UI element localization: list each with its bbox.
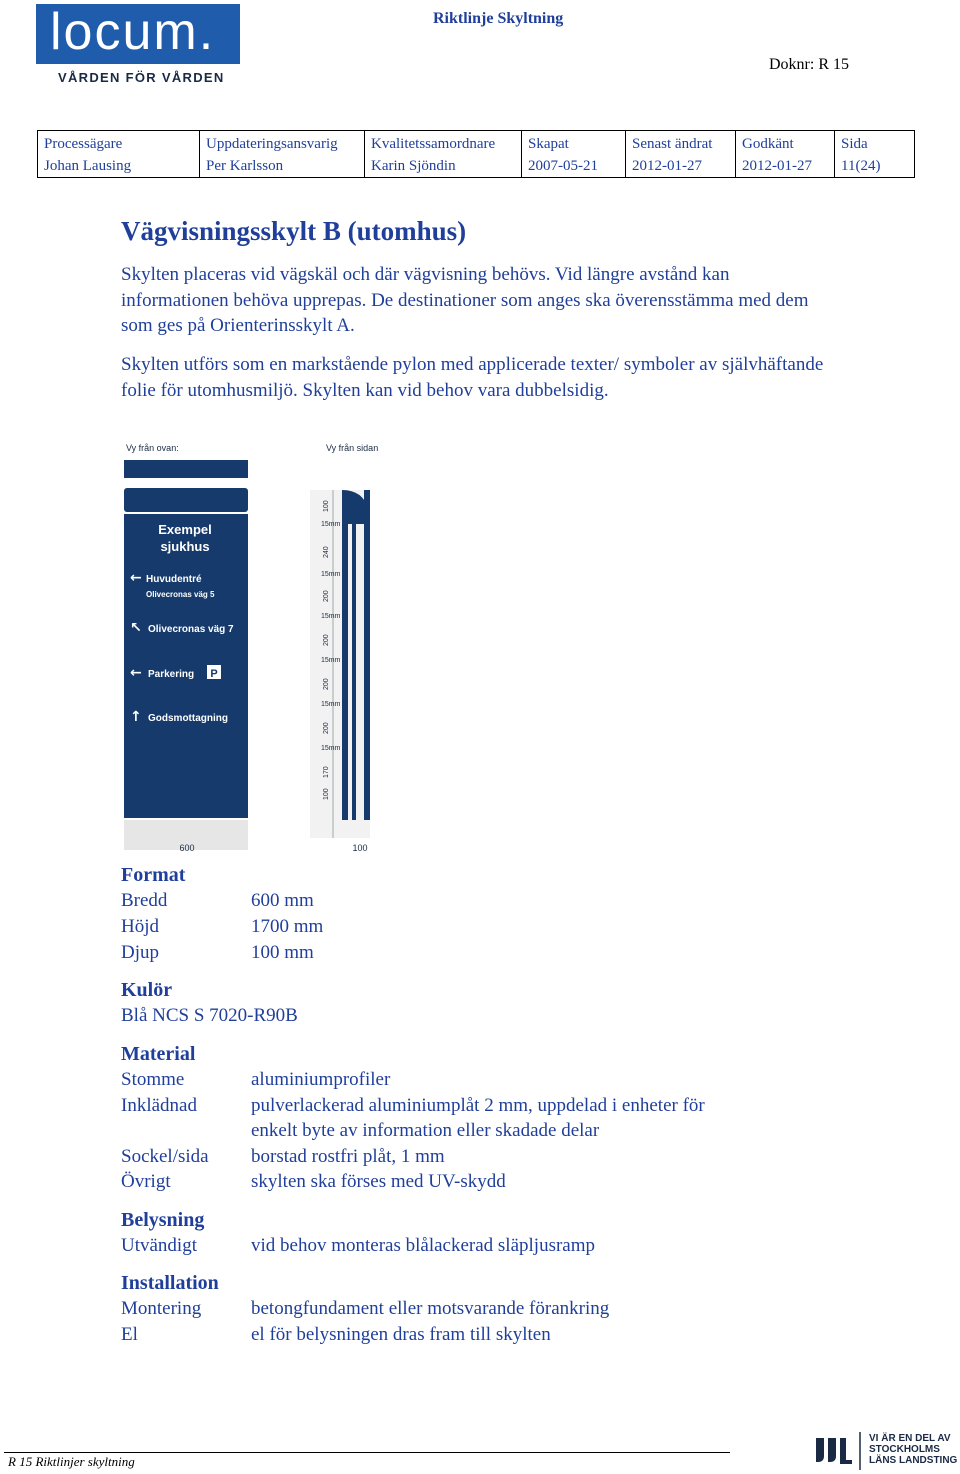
document-number: Doknr: R 15 xyxy=(769,56,849,73)
view-top-label: Vy från ovan: xyxy=(126,443,179,453)
info-cell-uppdateringsansvarig: Uppdateringsansvarig Per Karlsson xyxy=(200,131,365,178)
side-dimension-label: 240 xyxy=(323,546,330,558)
paragraph-construction: Skylten utförs som en markstående pylon med applicerade texter/ symboler av självhäftande folie för utomhusmiljö. Skylten kan vid behov vara dubbelsidig. xyxy=(121,354,824,401)
format-label-hojd: Höjd xyxy=(121,916,159,937)
format-value-djup: 100 mm xyxy=(251,942,314,963)
format-label-bredd: Bredd xyxy=(121,890,168,911)
svg-text:Godsmottagning: Godsmottagning xyxy=(148,713,228,724)
installation-label-el: El xyxy=(121,1324,138,1345)
info-cell-skapat: Skapat 2007-05-21 xyxy=(522,131,626,178)
belysning-heading: Belysning xyxy=(121,1209,205,1231)
side-view-panel-2 xyxy=(352,524,356,820)
info-cell-processagare: Processägare Johan Lausing xyxy=(38,131,200,178)
side-dimension-label: 15mm xyxy=(321,521,341,528)
material-label-ovrigt: Övrigt xyxy=(121,1171,171,1192)
format-heading: Format xyxy=(121,864,186,886)
svg-text:Huvudentré: Huvudentré xyxy=(146,574,202,585)
side-view-bg xyxy=(310,490,370,838)
side-view-panel-3 xyxy=(364,490,370,820)
belysning-value-utvandigt: vid behov monteras blålackerad släpljusramp xyxy=(251,1235,596,1256)
info-cell-kvalitetssamordnare: Kvalitetssamordnare Karin Sjöndin xyxy=(365,131,522,178)
document-info-table xyxy=(37,130,915,178)
info-cell-sida: Sida 11(24) xyxy=(835,131,915,178)
material-heading: Material xyxy=(121,1043,196,1065)
kulor-value: Blå NCS S 7020-R90B xyxy=(121,1005,298,1026)
side-dimension-label: 200 xyxy=(323,722,330,734)
material-value-stomme: aluminiumprofiler xyxy=(251,1069,391,1090)
side-dimension-label: 200 xyxy=(323,634,330,646)
sign-top-cap xyxy=(124,488,248,512)
section-title: Vägvisningsskylt B (utomhus) xyxy=(121,216,467,246)
side-dimension-label: 200 xyxy=(323,590,330,602)
side-view-panel-1 xyxy=(342,524,348,820)
sign-drawing xyxy=(120,484,380,864)
left-arrow-icon: ← xyxy=(130,665,142,681)
installation-label-montering: Montering xyxy=(121,1298,202,1319)
installation-heading: Installation xyxy=(121,1272,219,1294)
side-dimension-label: 15mm xyxy=(321,613,341,620)
depth-dimension: 100 xyxy=(352,843,368,853)
material-value-sockel: borstad rostfri plåt, 1 mm xyxy=(251,1146,445,1167)
document-title: Riktlinje Skyltning xyxy=(433,10,564,27)
width-dimension: 600 xyxy=(179,843,195,853)
info-cell-senast-andrat: Senast ändrat 2012-01-27 xyxy=(626,131,736,178)
material-label-inkladnad: Inklädnad xyxy=(121,1095,197,1116)
side-dimension-label: 170 xyxy=(323,766,330,778)
format-value-bredd: 600 mm xyxy=(251,890,314,911)
material-value-inkladnad: pulverlackerad aluminiumplåt 2 mm, uppdelad i enheter för xyxy=(251,1095,705,1116)
format-label-djup: Djup xyxy=(121,942,159,963)
svg-text:Olivecronas väg 5: Olivecronas väg 5 xyxy=(146,590,215,599)
paragraph-placement: Skylten placeras vid vägskäl och där vägvisning behövs. Vid längre avstånd kan informationen behöva upprepas. De destinationer som anges ska överensstämma med dem som ges på Orienterinsskylt A. xyxy=(121,264,809,337)
belysning-label-utvandigt: Utvändigt xyxy=(121,1235,197,1256)
svg-text:P: P xyxy=(210,668,218,680)
side-dimension-label: 15mm xyxy=(321,571,341,578)
sign-top-view xyxy=(124,460,248,478)
side-dimension-label: 200 xyxy=(323,678,330,690)
svg-text:Parkering: Parkering xyxy=(148,669,195,680)
material-value-ovrigt: skylten ska förses med UV-skydd xyxy=(251,1171,506,1192)
sign-title-2: sjukhus xyxy=(160,539,210,554)
county-council-text: VI ÄR EN DEL AV STOCKHOLMS LÄNS LANDSTING xyxy=(869,1433,958,1466)
installation-value-montering: betongfundament eller motsvarande förankring xyxy=(251,1298,610,1319)
side-dimension-label: 100 xyxy=(323,788,330,800)
sign-panel xyxy=(124,514,248,818)
side-dimension-label: 15mm xyxy=(321,745,341,752)
material-label-sockel: Sockel/sida xyxy=(121,1146,209,1167)
side-dimension-label: 15mm xyxy=(321,701,341,708)
view-side-label: Vy från sidan xyxy=(326,443,379,453)
side-dimension-label: 100 xyxy=(323,500,330,512)
side-dimension-label: 15mm xyxy=(321,657,341,664)
footer-divider xyxy=(4,1452,730,1453)
locum-logo-text: locum. xyxy=(50,3,216,61)
footer-text: R 15 Riktlinjer skyltning xyxy=(8,1454,135,1469)
up-left-arrow-icon: ↖ xyxy=(130,620,142,636)
format-value-hojd: 1700 mm xyxy=(251,916,324,937)
material-label-stomme: Stomme xyxy=(121,1069,185,1090)
county-council-logo-icon xyxy=(812,1430,862,1470)
installation-value-el: el för belysningen dras fram till skylten xyxy=(251,1324,551,1345)
svg-text:Olivecronas väg 7: Olivecronas väg 7 xyxy=(148,624,234,635)
kulor-heading: Kulör xyxy=(121,979,173,1001)
up-arrow-icon: ↑ xyxy=(130,709,142,725)
info-cell-godkant: Godkänt 2012-01-27 xyxy=(736,131,835,178)
logo-tagline: VÅRDEN FÖR VÅRDEN xyxy=(58,70,225,85)
left-arrow-icon: ← xyxy=(130,570,142,586)
material-value-inkladnad-cont: enkelt byte av information eller skadade delar xyxy=(251,1120,600,1141)
sign-title-1: Exempel xyxy=(158,522,212,537)
